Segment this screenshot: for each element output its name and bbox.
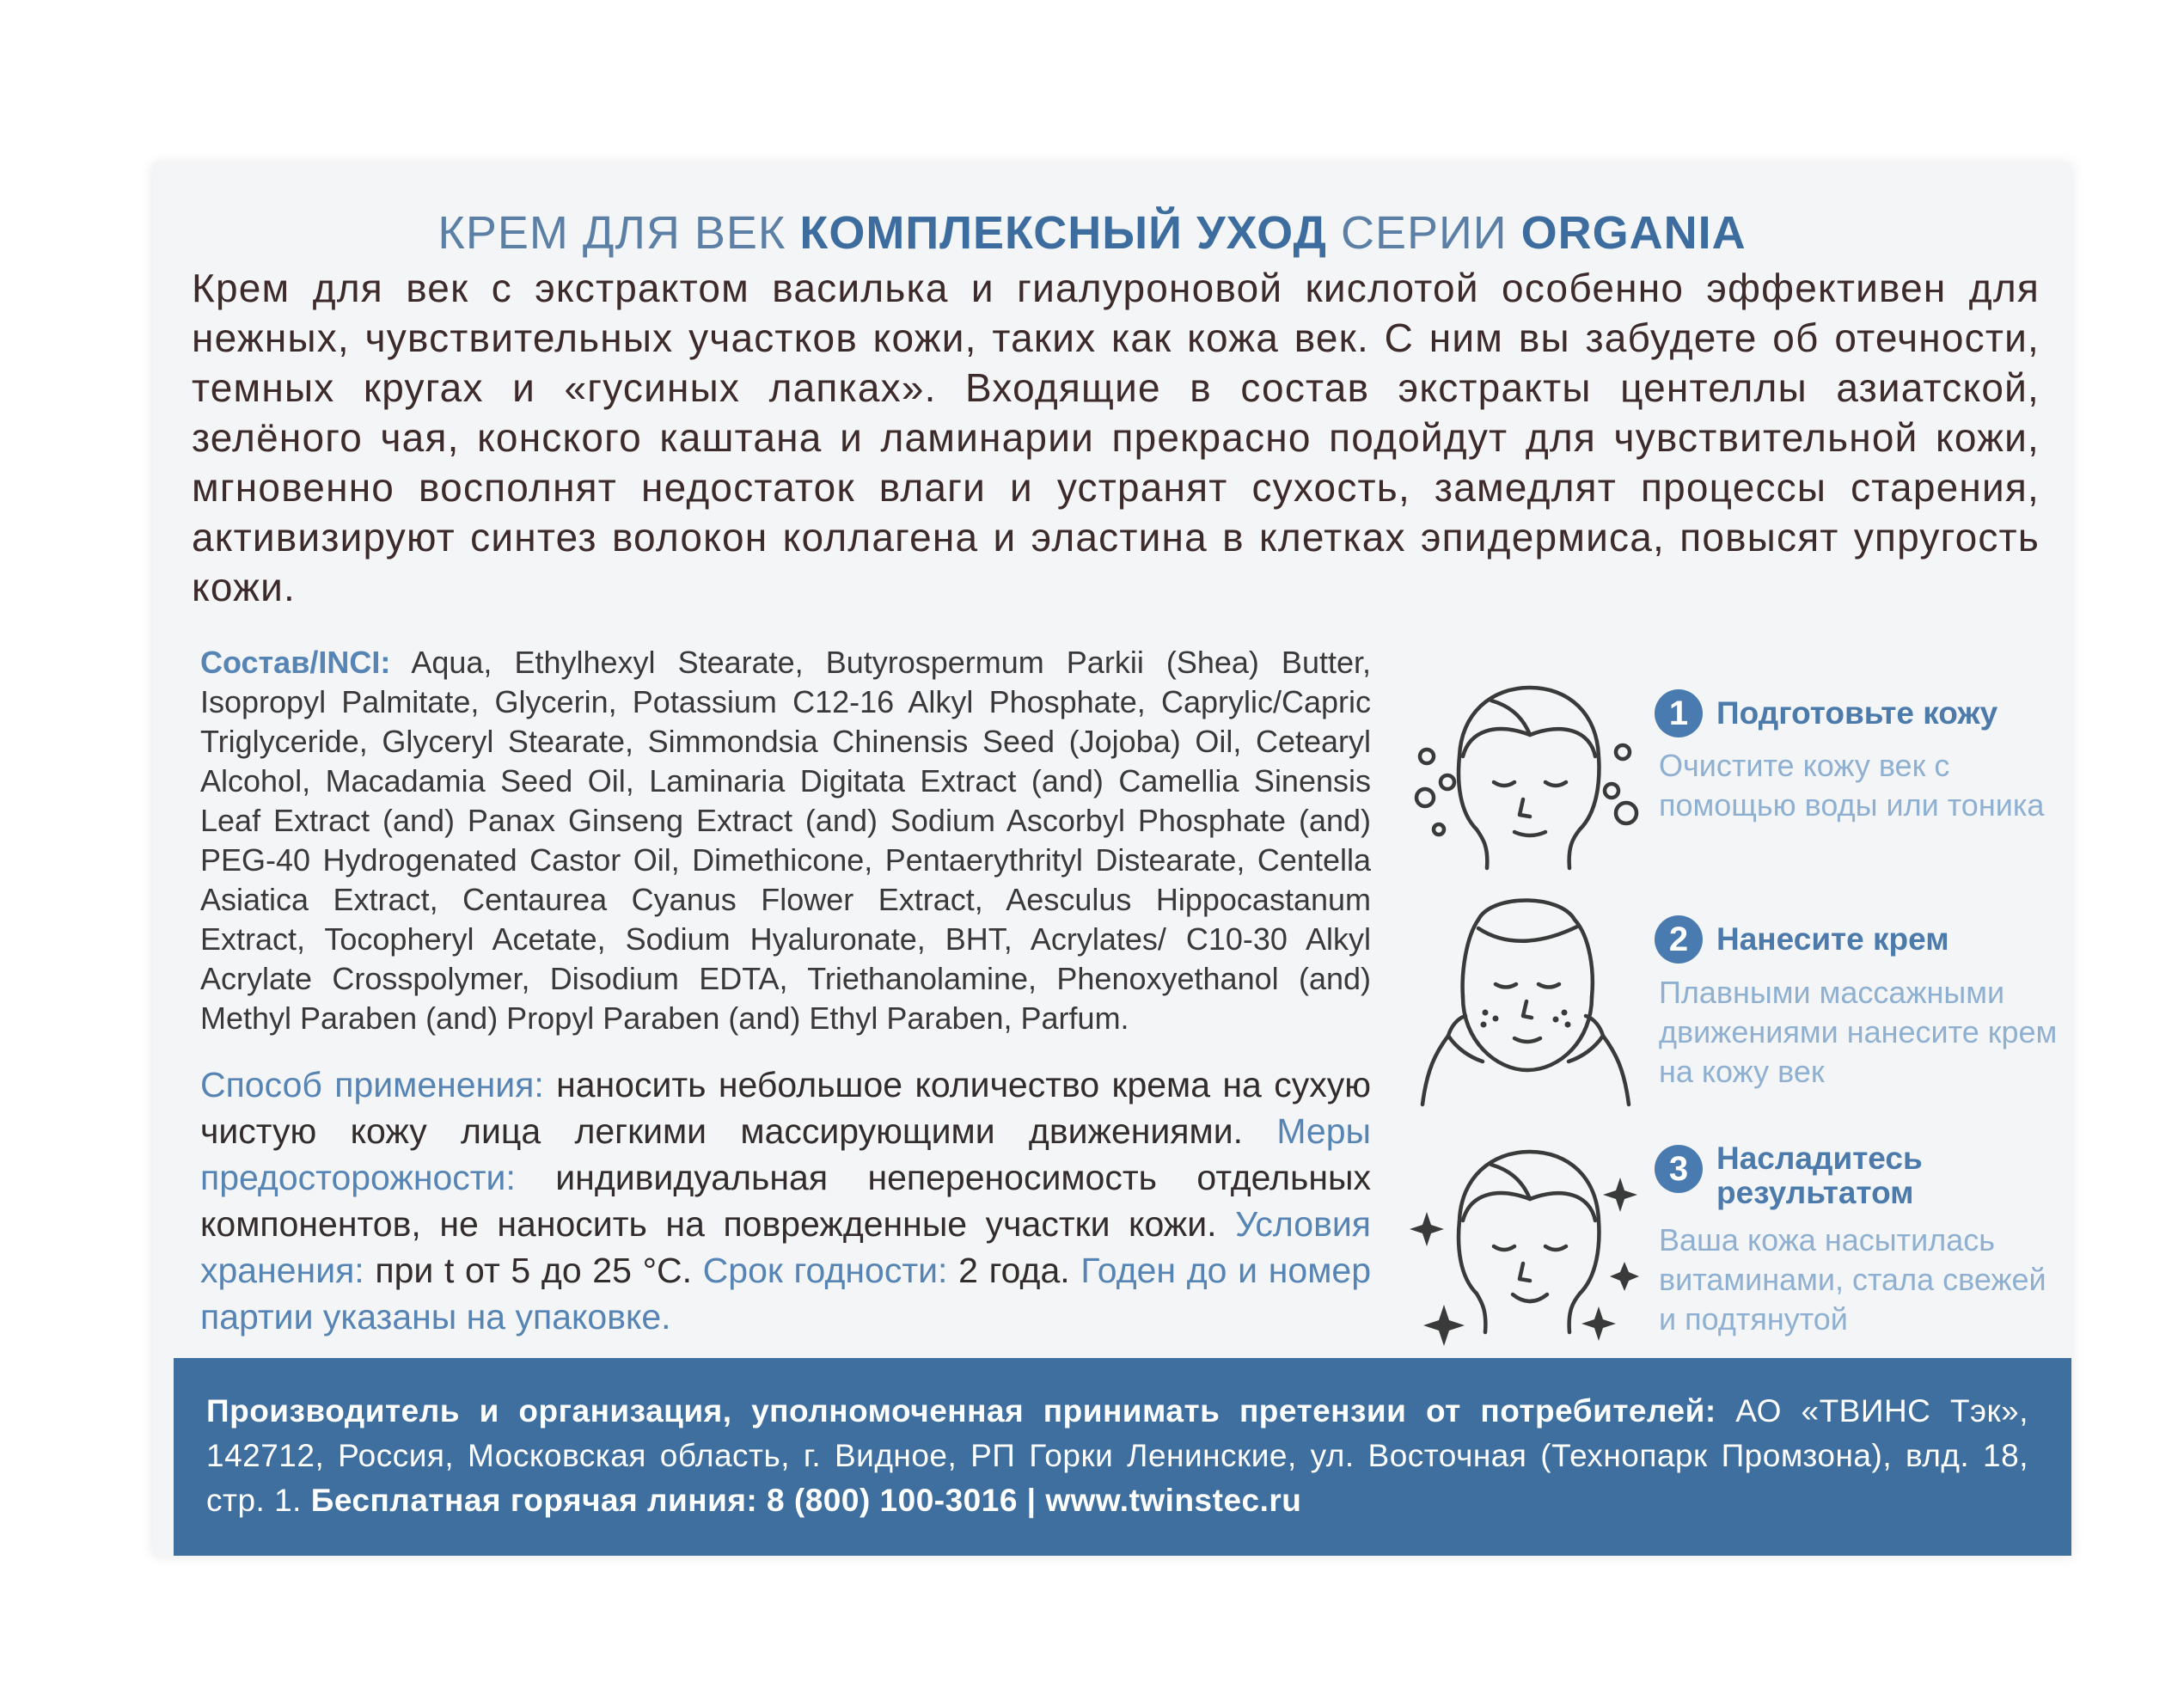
product-description: Крем для век с экстрактом василька и гиалуроновой кислотой особенно эффективен для нежных, чувствительных участков кожи, таких как кожа век. С ним вы забудете об отечности, темных кругах и «гусиных лапках». Входящие в состав экстракты центеллы азиатской, зелёного чая, конского каштана и ламинарии прекрасно подойдут для чувствительной кожи, мгновенно восполнят недостаток влаги и устранят сухость, замедлят процессы старения, активизируют синтез волокон коллагена и эластина в клетках эпидермиса, повысят упругость кожи. <box>192 266 2040 609</box>
storage-text: при t от 5 до 25 °С. <box>364 1251 703 1290</box>
step-3-text: Ваша кожа насытилась витаминами, стала свежей и подтянутой <box>1659 1222 2046 1337</box>
face-sparkles-icon <box>1410 1117 1642 1349</box>
manufacturer-label: Производитель и организация, уполномоченная принимать претензии от потребителей: <box>206 1393 1716 1429</box>
face-towel-bubbles-icon <box>1410 653 1642 885</box>
step-2-header <box>1655 915 2043 964</box>
product-title: КРЕМ ДЛЯ ВЕК КОМПЛЕКСНЫЙ УХОД СЕРИИ ORGANIA <box>437 207 1747 259</box>
step-3-title: Насладитесь результатом <box>1716 1141 1923 1210</box>
method-label: Способ применения: <box>200 1065 544 1104</box>
step-2-title: Нанесите крем <box>1716 921 1949 957</box>
manufacturer-address: АО «ТВИНС Тэк», 142712, Россия, Московская область, г. Видное, РП Горки Ленинские, ул. Восточная (Технопарк Промзона), влд. 18, стр. 1. <box>206 1393 2028 1518</box>
application-steps <box>1410 653 2063 1349</box>
step-1-number: 1 <box>1655 689 1703 737</box>
storage-label: Условия хранения: <box>200 1204 1371 1290</box>
manufacturer-info <box>206 1389 2028 1523</box>
caution-text: индивидуальная непереносимость отдельных компонентов, не наносить на поврежденные участки кожи. <box>200 1158 1371 1244</box>
step-2-number: 2 <box>1655 915 1703 964</box>
step-3-number: 3 <box>1655 1145 1703 1193</box>
ingredients-text: Aqua, Ethylhexyl Stearate, Butyrospermum Parkii (Shea) Butter, Isopropyl Palmitate, Glycerin, Potassium C12-16 Alkyl Phosphate, Caprylic/Capric Triglyceride, Glyceryl Stearate, Simmondsia Chinensis Seed (Jojoba) Oil, Cetearyl Alcohol, Macadamia Seed Oil, Laminaria Digitata Extract (and) Camellia Sinensis Leaf Extract (and) Panax Ginseng Extract (and) Sodium Ascorbyl Phosphate (and) PEG-40 Hydrogenated Castor Oil, Dimethicone, Pentaerythrityl Distearate, Centella Asiatica Extract, Centaurea Cyanus Flower Extract, Aesculus Hippocastanum Extract, Tocopheryl Acetate, Sodium Hyaluronate, BHT, Acrylates/ C10-30 Alkyl Acrylate Crosspolymer, Disodium EDTA, Triethanolamine, Phenoxyethanol (and) Methyl Paraben (and) Propyl Paraben (and) Ethyl Paraben, Parfum. <box>200 645 1371 1036</box>
ingredients-label: Состав/INCI: <box>200 645 391 680</box>
usage-block <box>200 1062 1371 1340</box>
step-3-header <box>1655 1135 2043 1210</box>
face-hands-cream-icon <box>1410 885 1642 1117</box>
hotline-website: Бесплатная горячая линия: 8 (800) 100-3016 | www.twinstec.ru <box>310 1483 1302 1518</box>
batch-info: Годен до и номер партии указаны на упаковке. <box>200 1251 1371 1337</box>
step-1-header <box>1655 689 2043 737</box>
step-1-title: Подготовьте кожу <box>1716 695 1998 731</box>
step-2-text: Плавными массажными движениями нанесите крем на кожу век <box>1659 975 2058 1089</box>
caution-label: Меры предосторожности: <box>200 1111 1371 1197</box>
ingredients-block <box>200 643 1371 1038</box>
step-1-text: Очистите кожу век с помощью воды или тоника <box>1659 748 2045 823</box>
shelf-life-label: Срок годности: <box>702 1251 948 1290</box>
method-text: наносить небольшое количество крема на сухую чистую кожу лица легкими массирующими движениями. <box>200 1065 1371 1151</box>
shelf-life-text: 2 года. <box>947 1251 1081 1290</box>
